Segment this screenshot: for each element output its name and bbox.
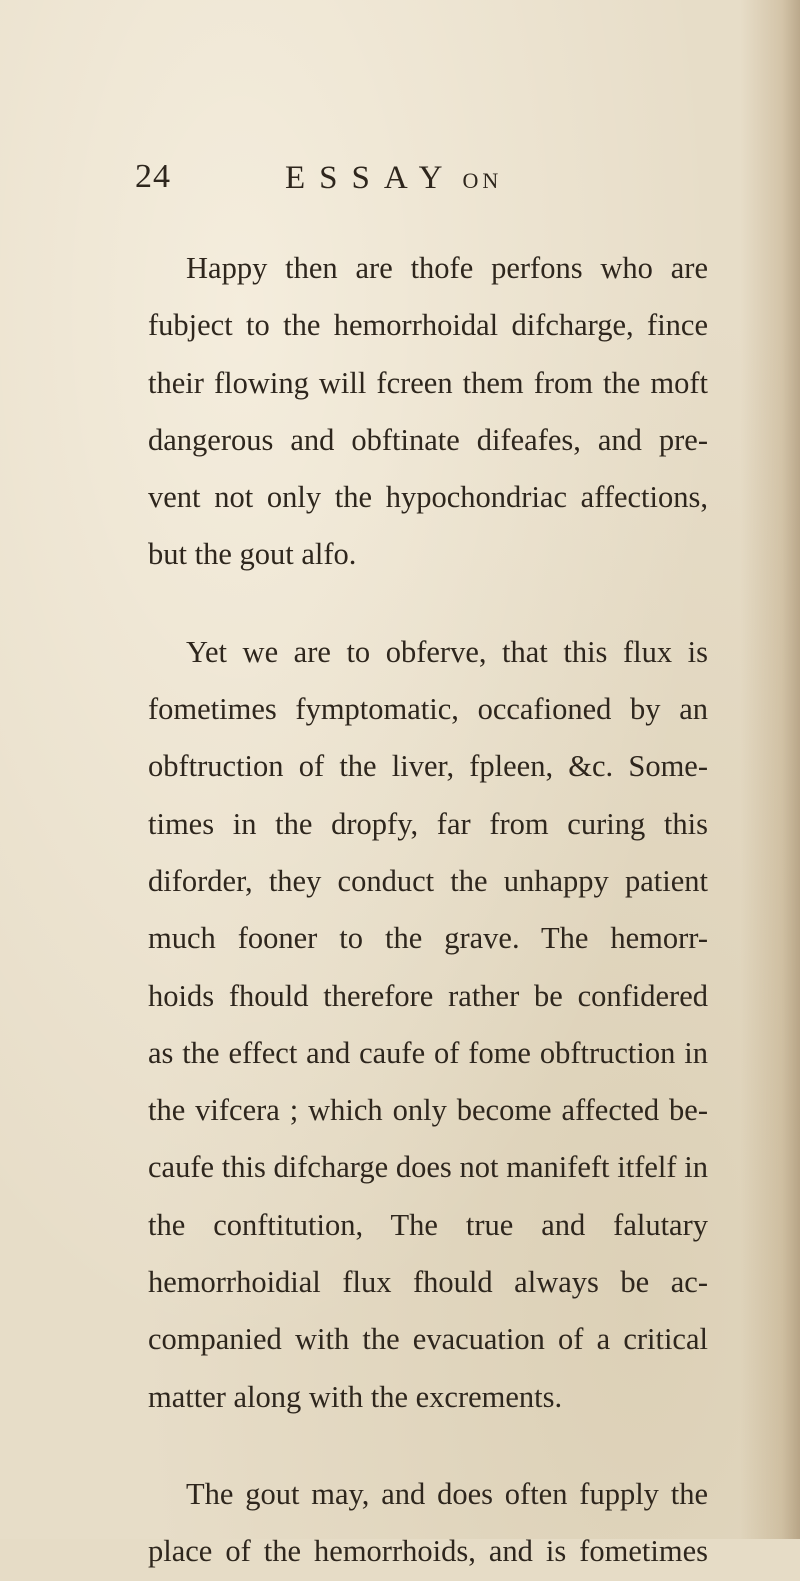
running-head-suffix: ON: [462, 168, 503, 193]
text-line: fubject to the hemorrhoidal difcharge, fince: [148, 308, 708, 343]
paragraph-gap: [148, 584, 708, 624]
page-header: [135, 158, 503, 206]
text-line: caufe this difcharge does not manifeft itfelf in: [148, 1150, 708, 1185]
text-line: matter along with the excrements.: [148, 1379, 563, 1414]
text-line: times in the dropfy, far from curing this: [148, 806, 708, 841]
text-line: companied with the evacuation of a critical: [148, 1322, 708, 1357]
page-edge-shadow: [740, 0, 800, 1539]
text-line: much fooner to the grave. The hemorr-: [148, 921, 708, 956]
text-line: the conftitution, The true and falutary: [148, 1207, 708, 1242]
page-number: 24: [135, 158, 171, 195]
text-line: dangerous and obftinate difeafes, and pre-: [148, 422, 708, 457]
text-line: their flowing will fcreen them from the moft: [148, 365, 708, 400]
paragraph-2: [148, 624, 708, 1426]
body-text: [148, 240, 708, 1581]
paragraph-1: [148, 240, 708, 584]
running-head: [285, 160, 502, 197]
text-line: vent not only the hypochondriac affections,: [148, 480, 708, 515]
text-line: hemorrhoidial flux fhould always be ac-: [148, 1265, 708, 1300]
running-head-title: ESSAY: [285, 160, 457, 196]
text-line: diforder, they conduct the unhappy patient: [148, 863, 708, 898]
paragraph-3: [148, 1466, 708, 1581]
text-line: the vifcera ; which only become affected be-: [148, 1093, 708, 1128]
text-line: Happy then are thofe perfons who are: [186, 251, 708, 285]
text-line: as the effect and caufe of fome obftruction in: [148, 1035, 708, 1070]
text-line: Yet we are to obferve, that this flux is: [186, 634, 708, 669]
text-line: but the gout alfo.: [148, 537, 357, 572]
text-line: obftruction of the liver, fpleen, &c. Some-: [148, 749, 708, 784]
text-line: The gout may, and does often fupply the: [186, 1476, 708, 1511]
text-line: hoids fhould therefore rather be confidered: [148, 978, 708, 1013]
text-line: place of the hemorrhoids, and is fometimes: [148, 1534, 708, 1569]
paragraph-gap: [148, 1426, 708, 1466]
text-line: fometimes fymptomatic, occafioned by an: [148, 692, 708, 727]
